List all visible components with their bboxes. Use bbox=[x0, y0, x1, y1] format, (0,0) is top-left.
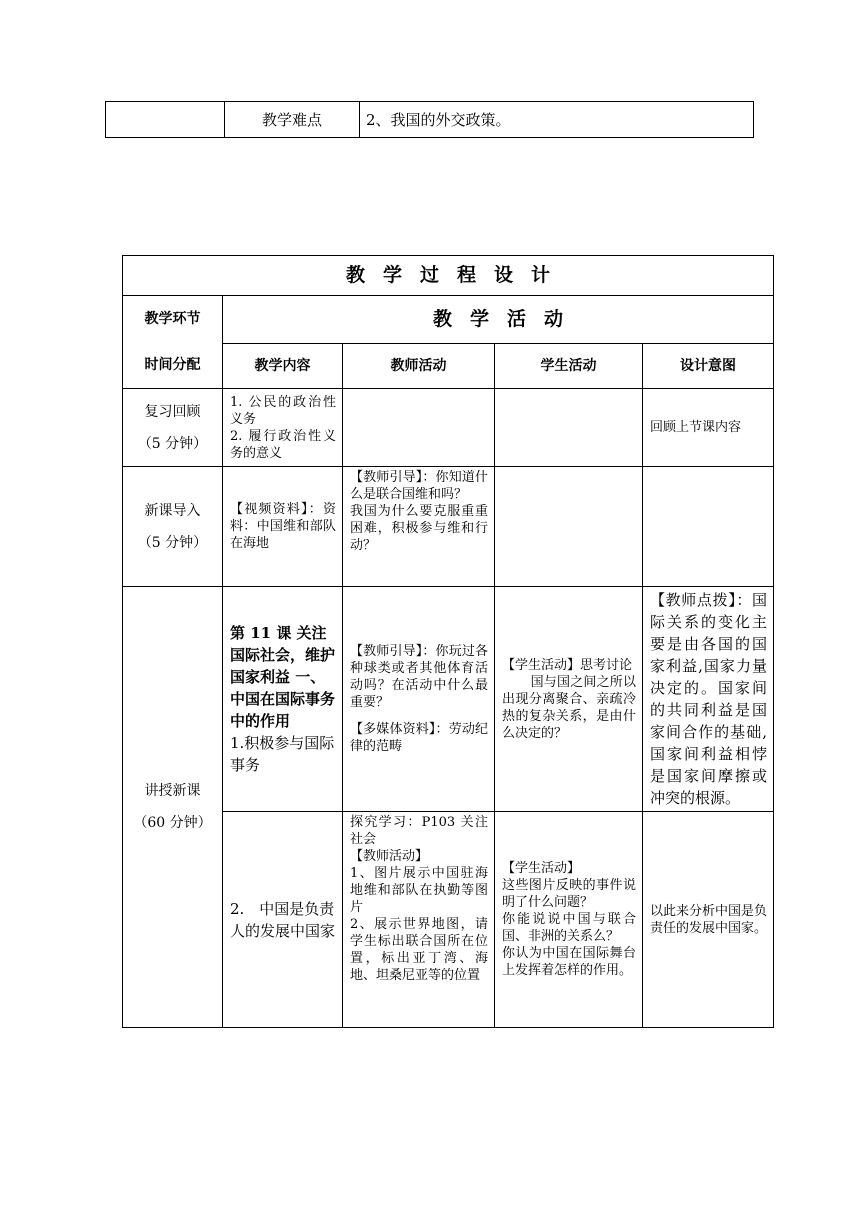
student-line: 国与国之间之所以出现分离聚合、亲疏冷热的复杂关系，是由什么决定的？ bbox=[502, 674, 636, 741]
intent-text: 以此来分析中国是负责任的发展中国家。 bbox=[650, 903, 768, 936]
spacer bbox=[350, 711, 488, 721]
teacher-line: 【教师引导】：你玩过各种球类或者其他体育活动吗？在活动中什么最重要？ bbox=[350, 644, 488, 710]
intent-text: 【教师点拨】：国际关系的变化主要是由各国的国家利益,国家力量决定的。国家间的共同利益是国家间合作的基础,国家间利益相悖是国家间摩擦或冲突的根源。 bbox=[650, 591, 767, 807]
teacher-cell bbox=[343, 389, 495, 467]
stage-cell bbox=[123, 389, 223, 467]
teacher-cell bbox=[343, 812, 495, 1028]
content-cell bbox=[223, 389, 343, 467]
difficulty-value: 2、我国的外交政策。 bbox=[360, 102, 754, 138]
stage-time-header bbox=[123, 296, 223, 389]
teacher-line: 2、展示世界地图，请学生标出联合国所在位置，标出亚丁湾、海地、坦桑尼亚等的位置 bbox=[350, 917, 488, 983]
stage-time: （5 分钟） bbox=[137, 435, 208, 452]
content-line: 2. 中国是负责人的发展中国家 bbox=[230, 899, 336, 940]
content-line: 1.积极参与国际事务 bbox=[230, 734, 335, 774]
intent-cell bbox=[643, 467, 774, 587]
difficulty-label: 教学难点 bbox=[225, 102, 360, 138]
activity-header: 教学活动 bbox=[223, 296, 774, 344]
table-row bbox=[123, 256, 774, 296]
table-row bbox=[123, 296, 774, 344]
teaching-process-table bbox=[122, 255, 774, 1028]
student-cell bbox=[495, 587, 643, 812]
table-row bbox=[123, 587, 774, 812]
content-line: 【视频资料】：资料：中国维和部队在海地 bbox=[230, 502, 336, 551]
student-line: 你能说说中国与联合国、非洲的关系么？ bbox=[502, 912, 636, 944]
student-cell bbox=[495, 812, 643, 1028]
column-header-teacher: 教师活动 bbox=[343, 344, 495, 389]
stage-name: 讲授新课 bbox=[144, 783, 201, 799]
teacher-line: 1、图片展示中国驻海地维和部队在执勤等图片 bbox=[350, 866, 488, 915]
objectives-table bbox=[105, 101, 754, 138]
table-title: 教学过程设计 bbox=[123, 256, 774, 296]
table-row bbox=[123, 467, 774, 587]
teacher-line: 【多媒体资料】：劳动纪律的范畴 bbox=[350, 722, 488, 754]
teacher-line: 【教师引导】：你知道什么是联合国维和吗？ bbox=[350, 470, 488, 502]
teacher-cell bbox=[343, 467, 495, 587]
stage-cell bbox=[123, 587, 223, 1028]
stage-name: 新课导入 bbox=[144, 502, 201, 519]
content-cell bbox=[223, 587, 343, 812]
intent-cell bbox=[643, 587, 774, 812]
student-line: 你认为中国在国际舞台上发挥着怎样的作用。 bbox=[502, 946, 636, 978]
content-cell bbox=[223, 467, 343, 587]
student-line: 【学生活动】 bbox=[502, 861, 581, 876]
teacher-line: 我国为什么要克服重重困难，积极参与维和行动？ bbox=[350, 504, 488, 553]
column-header-content: 教学内容 bbox=[223, 344, 343, 389]
student-cell bbox=[495, 389, 643, 467]
teacher-line: 探究学习：P103 关注社会 bbox=[350, 815, 488, 847]
student-cell bbox=[495, 467, 643, 587]
content-cell bbox=[223, 812, 343, 1028]
student-line: 这些图片反映的事件说明了什么问题？ bbox=[502, 878, 636, 910]
content-line: 2. 履行政治性义务的意义 bbox=[230, 428, 336, 461]
lesson-title: 第 11 课 关注国际社会，维护国家利益 一、中国在国际事务中的作用 bbox=[230, 624, 336, 730]
teacher-cell bbox=[343, 587, 495, 812]
student-line: 【学生活动】思考讨论 bbox=[502, 657, 633, 673]
stage-name: 复习回顾 bbox=[144, 403, 201, 420]
intent-cell bbox=[643, 389, 774, 467]
intent-cell bbox=[643, 812, 774, 1028]
stage-cell bbox=[123, 467, 223, 587]
intent-text: 回顾上节课内容 bbox=[650, 420, 742, 435]
stage-header: 教学环节 bbox=[144, 311, 201, 327]
teacher-line: 【教师活动】 bbox=[350, 849, 429, 864]
table-row bbox=[123, 389, 774, 467]
column-header-intent: 设计意图 bbox=[643, 344, 774, 389]
column-header-student: 学生活动 bbox=[495, 344, 643, 389]
stage-time: （5 分钟） bbox=[137, 534, 208, 551]
stage-time: （60 分钟） bbox=[133, 815, 212, 831]
table-row bbox=[106, 102, 754, 138]
empty-cell bbox=[106, 102, 225, 138]
content-line: 1. 公民的政治性义务 bbox=[230, 394, 336, 427]
time-header: 时间分配 bbox=[144, 357, 201, 373]
